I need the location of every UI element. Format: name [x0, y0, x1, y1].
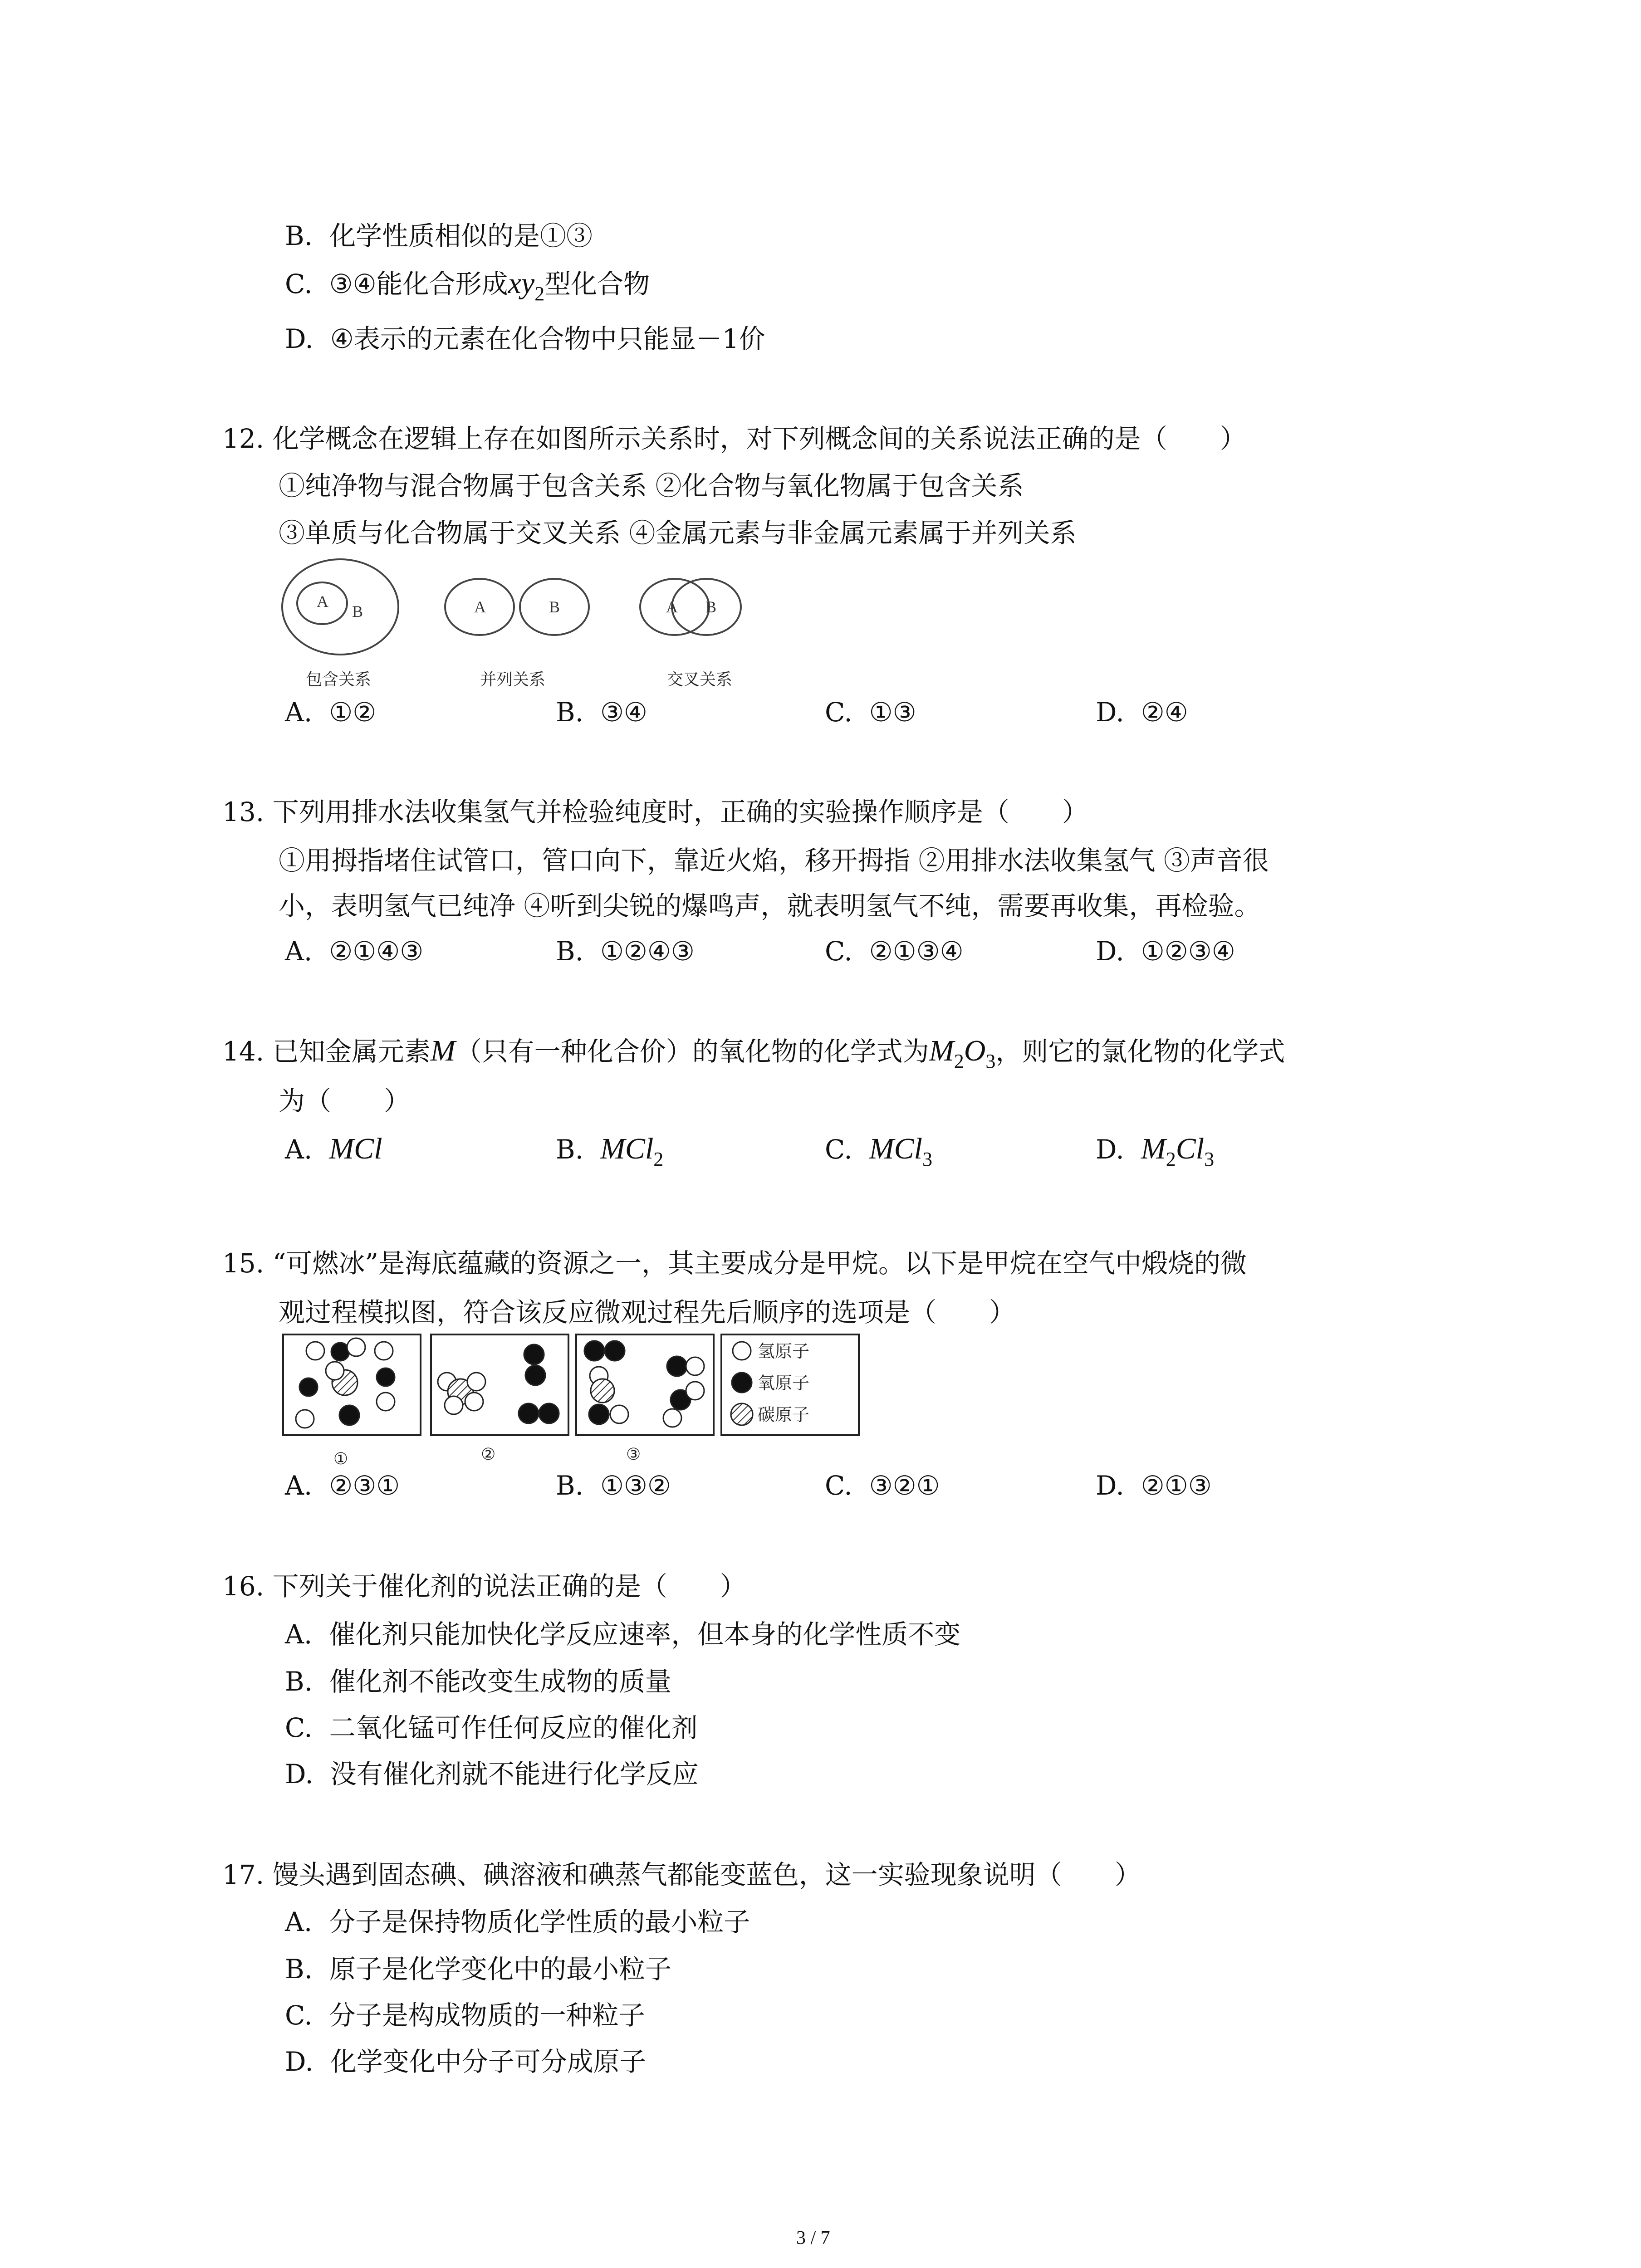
oxygen-atom	[525, 1365, 545, 1385]
intersect-label-a: A	[666, 598, 678, 616]
option-label: B.	[285, 1954, 313, 1984]
hydrogen-atom	[663, 1409, 681, 1427]
intersect-label-b: B	[705, 598, 717, 616]
oxygen-atom	[339, 1405, 359, 1425]
option-label: A.	[285, 936, 313, 967]
q17-option-b	[285, 1953, 671, 1985]
q12-option-d	[1096, 696, 1188, 728]
legend-carbon-swatch	[731, 1403, 753, 1425]
box-1-molecules	[296, 1338, 395, 1428]
formula-subscript: 2	[534, 283, 545, 305]
q13-line3: 小，表明氢气已纯净 ④听到尖锐的爆鸣声，就表明氢气不纯，需要再收集，再检验。	[279, 890, 1261, 921]
option-text: ②③①	[329, 1470, 400, 1501]
question-number: 17.	[222, 1859, 265, 1890]
include-label-a: A	[317, 592, 328, 611]
q12-line2: ①纯净物与混合物属于包含关系 ②化合物与氧化物属于包含关系	[279, 470, 1024, 501]
option-text: ①②	[329, 697, 377, 728]
q14-option-b	[556, 1132, 664, 1170]
option-text: 催化剂不能改变生成物的质量	[329, 1666, 671, 1697]
parallel-label-a: A	[474, 598, 486, 616]
legend-carbon-label: 碳原子	[758, 1405, 810, 1425]
option-label: A.	[285, 1906, 313, 1937]
option-text: 分子是构成物质的一种粒子	[329, 2000, 645, 2031]
q12-option-b	[556, 696, 647, 728]
option-label: A.	[285, 697, 313, 728]
option-label: C.	[825, 936, 852, 967]
option-label: B.	[556, 1134, 584, 1165]
q13-line2: ①用拇指堵住试管口，管口向下，靠近火焰，移开拇指 ②用排水法收集氢气 ③声音很	[279, 845, 1269, 876]
option-text: ④表示的元素在化合物中只能显－1价	[330, 323, 765, 354]
option-label: A.	[285, 1134, 313, 1165]
formula-subscript: 3	[1204, 1148, 1215, 1170]
formula-base: MCl	[600, 1132, 654, 1165]
q15-line2: 观过程模拟图，符合该反应微观过程先后顺序的选项是（ ）	[279, 1297, 1016, 1328]
q16-option-b	[285, 1666, 671, 1697]
option-text: 二氧化锰可作任何反应的催化剂	[329, 1712, 698, 1743]
option-text-pre: ③④能化合形成	[329, 269, 508, 299]
option-label: B.	[285, 1666, 313, 1697]
option-label: C.	[285, 1712, 313, 1743]
question-number: 14.	[222, 1036, 265, 1067]
option-label: B.	[556, 1470, 584, 1501]
hydrogen-atom	[610, 1405, 628, 1423]
option-text: 化学性质相似的是①③	[329, 220, 593, 251]
q15-option-b	[556, 1470, 671, 1501]
q11-option-c	[285, 267, 650, 305]
option-text: ①③	[869, 697, 916, 728]
q15-option-a	[285, 1470, 400, 1501]
option-text: ②①④③	[329, 936, 424, 967]
hydrogen-atom	[467, 1373, 485, 1391]
legend-hydrogen-label: 氢原子	[758, 1341, 810, 1361]
legend-oxygen-swatch	[732, 1373, 752, 1393]
q16-option-d	[285, 1758, 699, 1790]
formula-base: Cl	[1176, 1132, 1205, 1165]
hydrogen-atom	[296, 1410, 314, 1428]
question-number: 16.	[222, 1571, 265, 1602]
option-label: D.	[1096, 697, 1124, 728]
option-text: ③④	[600, 697, 647, 728]
box-3-label: ③	[626, 1445, 641, 1464]
formula	[869, 1132, 932, 1170]
hydrogen-atom	[686, 1357, 704, 1375]
option-text: 没有催化剂就不能进行化学反应	[330, 1759, 699, 1789]
hydrogen-atom	[465, 1393, 483, 1411]
formula-base: MCl	[329, 1132, 382, 1165]
box-2-label: ②	[481, 1445, 496, 1464]
option-label: A.	[285, 1619, 313, 1650]
hydrogen-atom	[445, 1396, 463, 1414]
oxygen-atom	[584, 1341, 604, 1361]
caption-include: 包含关系	[306, 670, 372, 689]
hydrogen-atom	[326, 1362, 344, 1380]
q14-stem	[222, 1034, 1285, 1072]
box-1-label: ①	[333, 1450, 348, 1468]
hydrogen-atom	[686, 1382, 704, 1400]
q12-line3: ③单质与化合物属于交叉关系 ④金属元素与非金属元素属于并列关系	[279, 518, 1077, 548]
q14-option-a	[285, 1133, 382, 1165]
question-text: 下列用排水法收集氢气并检验纯度时，正确的实验操作顺序是（ ）	[272, 797, 1088, 827]
formula-m2o3	[929, 1034, 996, 1072]
box-2-molecules	[438, 1344, 559, 1423]
question-number: 13.	[222, 797, 265, 827]
option-label: C.	[825, 1470, 852, 1501]
option-text: 化学变化中分子可分成原子	[330, 2046, 646, 2077]
option-label: D.	[1096, 936, 1124, 967]
formula-sub-2: 2	[954, 1050, 964, 1072]
oxygen-atom	[589, 1404, 609, 1424]
formula-xy2	[508, 267, 545, 305]
question-text-mid: （只有一种化合价）的氧化物的化学式为	[455, 1036, 929, 1067]
formula-m: M	[929, 1034, 954, 1067]
option-text: ②①③④	[869, 936, 964, 967]
q14-option-d	[1096, 1132, 1215, 1170]
question-number: 12.	[222, 423, 265, 454]
q14-option-c	[825, 1132, 932, 1170]
option-text: ①②③④	[1141, 936, 1235, 967]
oxygen-atom	[519, 1403, 539, 1423]
caption-intersect: 交叉关系	[667, 670, 733, 689]
oxygen-atom	[377, 1368, 395, 1386]
legend-hydrogen-swatch	[733, 1342, 751, 1360]
symbol-m: M	[430, 1034, 456, 1067]
q11-option-d	[285, 323, 765, 355]
option-label: C.	[285, 2000, 313, 2031]
option-text: ①③②	[600, 1470, 671, 1501]
option-label: B.	[556, 697, 584, 728]
q14-line2: 为（ ）	[279, 1085, 411, 1116]
include-outer-circle	[282, 559, 398, 655]
q15-option-d	[1096, 1470, 1212, 1501]
formula-o: O	[964, 1034, 986, 1067]
option-text: 分子是保持物质化学性质的最小粒子	[329, 1906, 750, 1937]
q15-option-c	[825, 1470, 940, 1501]
option-text-post: 型化合物	[544, 269, 650, 299]
oxygen-atom	[524, 1344, 544, 1364]
option-text: 催化剂只能加快化学反应速率，但本身的化学性质不变	[329, 1619, 961, 1650]
oxygen-atom	[605, 1341, 625, 1361]
box-3-molecules	[584, 1341, 704, 1427]
formula	[329, 1132, 382, 1165]
hydrogen-atom	[306, 1342, 324, 1360]
q16-stem	[222, 1570, 746, 1602]
caption-parallel: 并列关系	[480, 670, 546, 689]
option-label: C.	[825, 697, 852, 728]
q12-relationship-diagram	[272, 553, 794, 699]
hydrogen-atom	[347, 1338, 365, 1356]
question-text: “可燃冰”是海底蕴藏的资源之一，其主要成分是甲烷。以下是甲烷在空气中煅烧的微	[272, 1248, 1247, 1279]
formula	[600, 1132, 664, 1170]
option-label: D.	[1096, 1134, 1124, 1165]
q15-stem	[222, 1247, 1247, 1279]
q16-option-c	[285, 1712, 698, 1744]
option-label: D.	[285, 323, 314, 354]
option-text: ①②④③	[600, 936, 695, 967]
option-text: ②①③	[1141, 1470, 1212, 1501]
q17-stem	[222, 1859, 1141, 1891]
question-text-pre: 已知金属元素	[272, 1036, 431, 1067]
q17-option-c	[285, 1999, 645, 2031]
page-number: 3 / 7	[796, 2228, 830, 2248]
formula-base: M	[1141, 1132, 1166, 1165]
option-label: C.	[285, 269, 313, 299]
formula-subscript: 2	[1166, 1148, 1176, 1170]
formula-subscript: 2	[653, 1148, 664, 1170]
formula-subscript: 3	[922, 1148, 932, 1170]
option-text: 原子是化学变化中的最小粒子	[329, 1954, 671, 1984]
option-label: A.	[285, 1470, 313, 1501]
parallel-label-b: B	[549, 598, 560, 616]
oxygen-atom	[667, 1356, 687, 1376]
q15-microscopic-diagram	[281, 1333, 871, 1482]
hydrogen-atom	[377, 1393, 395, 1411]
option-text: ③②①	[869, 1470, 940, 1501]
option-label: C.	[825, 1134, 852, 1165]
question-text: 化学概念在逻辑上存在如图所示关系时，对下列概念间的关系说法正确的是（ ）	[272, 423, 1246, 454]
formula-sub-3: 3	[985, 1050, 996, 1072]
question-text: 馒头遇到固态碘、碘溶液和碘蒸气都能变蓝色，这一实验现象说明（ ）	[272, 1859, 1141, 1890]
oxygen-atom	[539, 1403, 559, 1423]
option-label: B.	[556, 936, 584, 967]
q17-option-a	[285, 1906, 750, 1938]
q12-option-c	[825, 696, 916, 728]
formula-base: xy	[508, 267, 535, 300]
question-number: 15.	[222, 1248, 265, 1279]
q13-option-d	[1096, 935, 1235, 967]
q13-option-b	[556, 935, 695, 967]
formula	[1141, 1132, 1215, 1170]
option-text: ②④	[1141, 697, 1188, 728]
include-label-b: B	[352, 602, 363, 621]
carbon-atom	[591, 1379, 614, 1403]
q11-option-b	[285, 220, 593, 252]
q17-option-d	[285, 2046, 646, 2077]
q12-stem	[222, 423, 1246, 455]
option-label: B.	[285, 220, 313, 251]
formula-base: MCl	[869, 1132, 922, 1165]
option-label: D.	[285, 1759, 314, 1789]
option-label: D.	[285, 2046, 314, 2077]
q13-option-c	[825, 935, 964, 967]
question-text: 下列关于催化剂的说法正确的是（ ）	[272, 1571, 746, 1602]
q12-option-a	[285, 696, 376, 728]
q13-stem	[222, 796, 1088, 828]
q16-option-a	[285, 1618, 960, 1650]
q13-option-a	[285, 935, 423, 967]
legend-oxygen-label: 氧原子	[758, 1373, 810, 1393]
option-label: D.	[1096, 1470, 1124, 1501]
question-text-post: ，则它的氯化物的化学式	[995, 1036, 1285, 1067]
oxygen-atom	[299, 1378, 318, 1396]
hydrogen-atom	[375, 1342, 393, 1360]
